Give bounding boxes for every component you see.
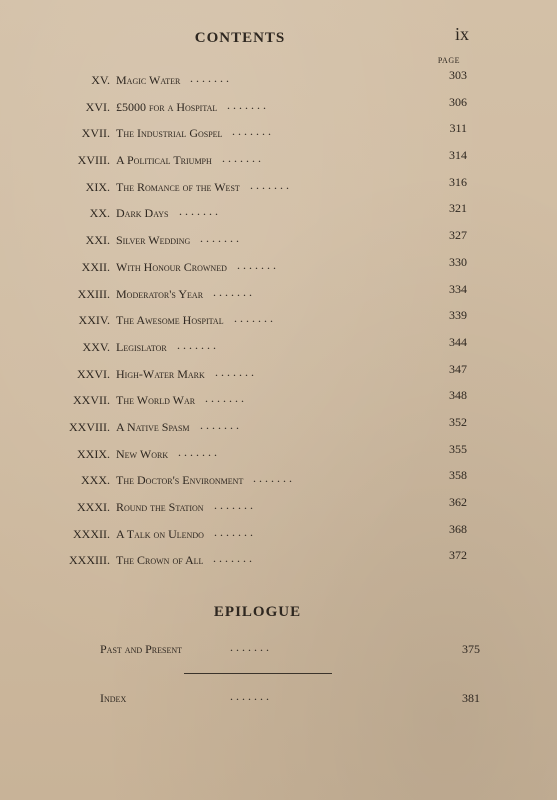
dot-leader: . . . . . . .	[253, 471, 292, 486]
epilogue-heading: EPILOGUE	[213, 604, 302, 620]
index-entry-page: 381	[462, 691, 480, 705]
chapter-numeral: XXXI.	[77, 500, 110, 514]
chapter-numeral: XVI.	[85, 99, 110, 114]
chapter-numeral: XXXII.	[73, 526, 110, 541]
toc-row	[0, 468, 557, 495]
toc-row	[0, 388, 557, 415]
dot-leader: . . . . . . .	[213, 284, 252, 299]
chapter-numeral: XXII.	[81, 259, 110, 274]
dot-leader: . . . . . . .	[213, 551, 252, 566]
dot-leader: . . . . . . .	[178, 444, 217, 459]
chapter-numeral: XXIII.	[77, 286, 110, 301]
chapter-page: 330	[449, 254, 467, 269]
chapter-page: 372	[449, 548, 467, 563]
index-entry-title: Index	[100, 691, 127, 705]
chapter-page: 303	[449, 68, 467, 82]
epilogue-entry-title: Past and Present	[100, 642, 183, 656]
chapter-page: 334	[449, 281, 467, 296]
chapter-title: A Political Triumph	[116, 153, 212, 168]
chapter-page: 327	[449, 228, 467, 243]
toc-row	[0, 201, 557, 228]
chapter-title: The Industrial Gospel	[116, 126, 223, 141]
chapter-title: With Honour Crowned	[116, 259, 227, 274]
chapter-numeral: XXIV.	[78, 313, 110, 328]
chapter-numeral: XVIII.	[77, 153, 110, 168]
toc-row	[0, 362, 557, 389]
chapter-page: 355	[449, 441, 467, 456]
page-number: ix	[454, 24, 469, 44]
epilogue-entry	[100, 642, 480, 660]
toc-row	[0, 255, 557, 282]
chapter-page: 316	[449, 174, 467, 189]
dot-leader: . . . . . . .	[190, 71, 229, 85]
toc-row	[0, 282, 557, 309]
chapter-numeral: XIX.	[85, 179, 110, 194]
dot-leader: . . . . . . .	[177, 337, 216, 352]
toc-row	[0, 121, 557, 148]
dot-leader: . . . . . . .	[200, 231, 239, 246]
chapter-numeral: XXX.	[81, 473, 110, 488]
toc-row	[0, 335, 557, 362]
chapter-page: 347	[449, 361, 467, 376]
chapter-title: £5000 for a Hospital	[116, 99, 218, 114]
chapter-title: The Doctor's Environment	[116, 473, 244, 488]
chapter-page: 339	[449, 308, 467, 323]
toc-row	[0, 495, 557, 522]
divider-rule	[184, 673, 332, 674]
chapter-page: 362	[449, 495, 467, 509]
toc-row	[0, 442, 557, 469]
chapter-numeral: XX.	[89, 206, 110, 221]
chapter-numeral: XXI.	[85, 233, 110, 248]
dot-leader: . . . . . . .	[232, 124, 271, 139]
dot-leader: . . . . . . .	[214, 524, 253, 539]
page-column-label: PAGE	[437, 56, 460, 65]
toc-row	[0, 415, 557, 442]
toc-row	[0, 95, 557, 122]
chapter-title: Round the Station	[116, 500, 204, 514]
table-of-contents	[0, 68, 557, 575]
chapter-numeral: XXXIII.	[69, 553, 110, 568]
chapter-numeral: XXV.	[82, 339, 110, 354]
dot-leader: . . . . . . .	[230, 689, 269, 703]
chapter-numeral: XXVIII.	[69, 419, 110, 434]
toc-row	[0, 148, 557, 175]
chapter-page: 358	[449, 468, 467, 483]
contents-heading: CONTENTS	[194, 30, 286, 46]
chapter-title: A Talk on Ulendo	[116, 526, 204, 541]
chapter-title: Dark Days	[116, 206, 169, 221]
chapter-numeral: XXVI.	[77, 366, 110, 381]
toc-row	[0, 228, 557, 255]
chapter-numeral: XXIX.	[77, 446, 110, 461]
toc-row	[0, 522, 557, 549]
dot-leader: . . . . . . .	[237, 257, 276, 272]
chapter-page: 321	[449, 201, 467, 216]
chapter-title: The World War	[116, 393, 196, 408]
chapter-title: Silver Wedding	[116, 233, 191, 248]
chapter-title: New Work	[116, 446, 169, 461]
chapter-title: High-Water Mark	[116, 366, 205, 381]
chapter-page: 348	[449, 388, 467, 403]
dot-leader: . . . . . . .	[205, 391, 244, 406]
toc-row	[0, 175, 557, 202]
epilogue-entry-page: 375	[462, 642, 480, 656]
chapter-page: 314	[449, 148, 467, 163]
dot-leader: . . . . . . .	[227, 97, 266, 112]
dot-leader: . . . . . . .	[215, 364, 254, 379]
chapter-page: 368	[449, 521, 467, 536]
toc-row	[0, 548, 557, 575]
dot-leader: . . . . . . .	[179, 204, 218, 219]
toc-row	[0, 308, 557, 335]
chapter-page: 344	[449, 334, 467, 349]
chapter-title: The Romance of the West	[116, 179, 240, 194]
dot-leader: . . . . . . .	[200, 417, 239, 432]
chapter-page: 311	[449, 121, 467, 136]
chapter-title: Legislator	[116, 339, 167, 354]
chapter-title: Magic Water	[116, 73, 181, 87]
dot-leader: . . . . . . .	[214, 498, 253, 512]
dot-leader: . . . . . . .	[234, 311, 273, 326]
dot-leader: . . . . . . .	[250, 177, 289, 192]
chapter-numeral: XV.	[91, 73, 110, 87]
dot-leader: . . . . . . .	[230, 640, 269, 654]
chapter-title: Moderator's Year	[116, 286, 204, 301]
chapter-title: The Crown of All	[116, 553, 204, 568]
chapter-numeral: XVII.	[81, 126, 110, 141]
chapter-title: A Native Spasm	[116, 419, 190, 434]
chapter-page: 306	[449, 94, 467, 109]
chapter-page: 352	[449, 414, 467, 429]
toc-row	[0, 68, 557, 95]
chapter-numeral: XXVII.	[73, 393, 110, 408]
dot-leader: . . . . . . .	[222, 151, 261, 166]
chapter-title: The Awesome Hospital	[116, 313, 224, 328]
index-entry	[100, 691, 480, 709]
